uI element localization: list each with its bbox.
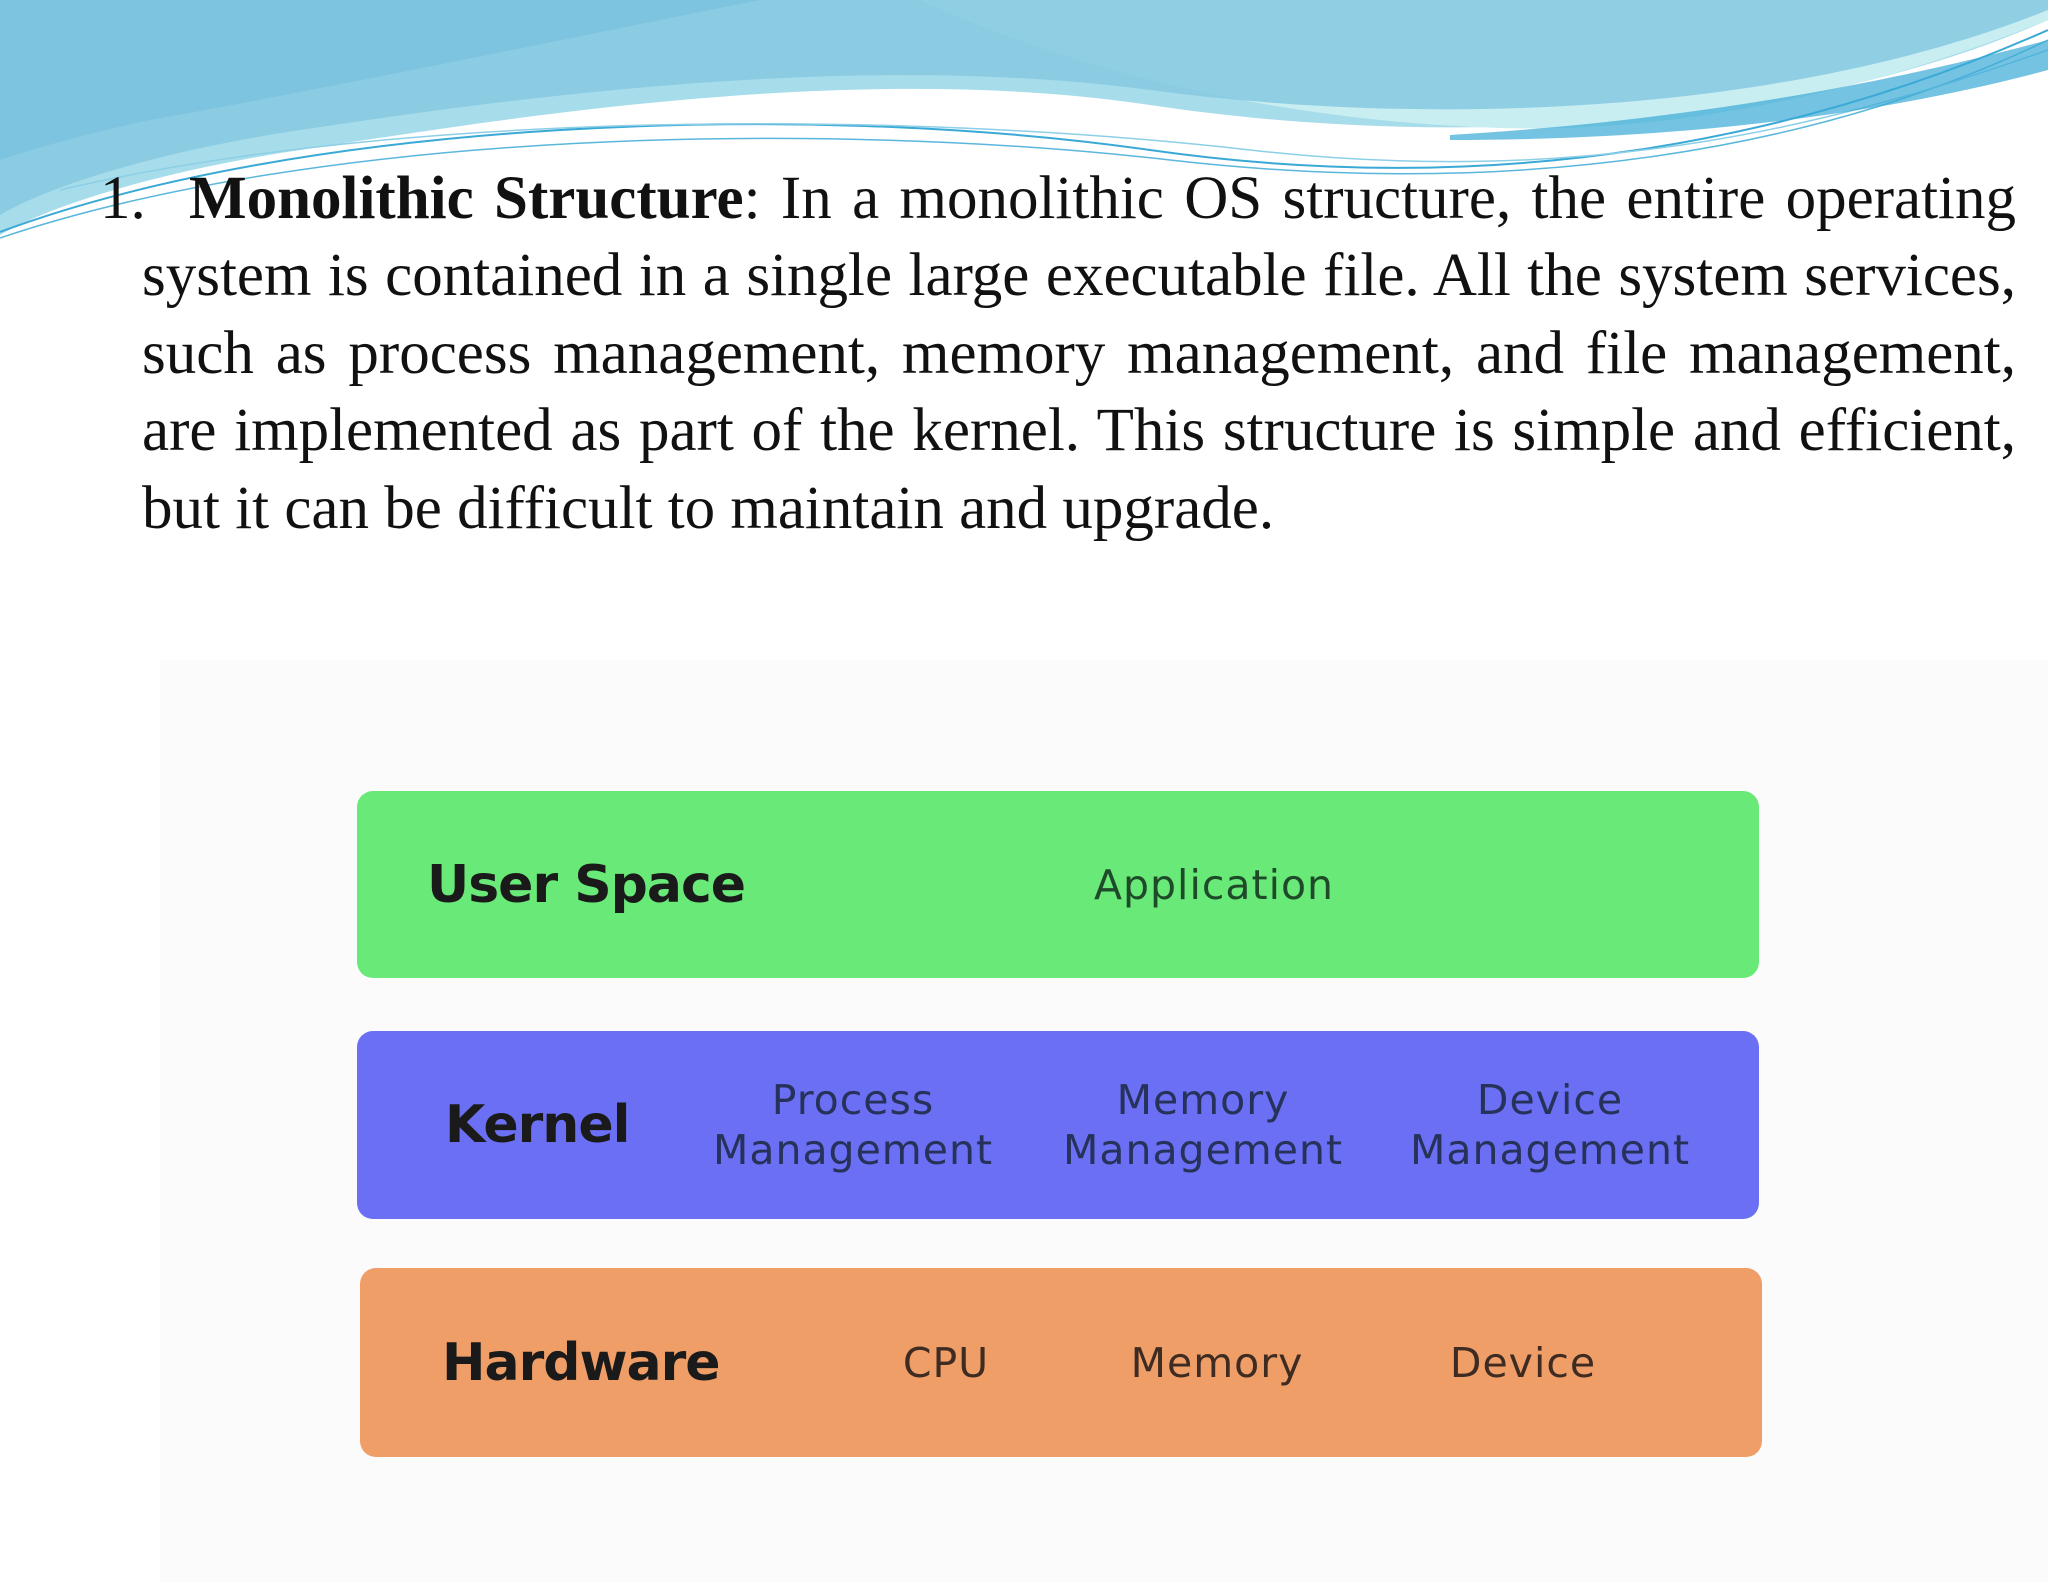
monolithic-paragraph — [100, 160, 2016, 547]
component-memory: Memory — [1130, 1338, 1304, 1387]
layer-kernel — [357, 1031, 1759, 1219]
list-number: 1. — [100, 165, 146, 232]
component-process-management: Process Management — [712, 1076, 994, 1174]
component-application: Application — [1093, 860, 1335, 909]
paragraph-text: : In a monolithic OS structure, the entire operating system is contained in a single large executable file. All the system services, such as process management, memory management, and file management, are implemented as part of the kernel. This structure is simple and efficient, but it can be difficult to maintain and upgrade. — [142, 165, 2016, 542]
layer-hardware — [360, 1268, 1762, 1457]
paragraph-body — [142, 160, 2016, 547]
component-cpu: CPU — [902, 1338, 990, 1387]
layer-name: Hardware — [442, 1332, 720, 1393]
component-memory-management: Memory Management — [1062, 1076, 1344, 1174]
component-device: Device — [1449, 1338, 1597, 1387]
component-device-management: Device Management — [1409, 1076, 1691, 1174]
layer-user-space — [357, 791, 1759, 978]
paragraph-lead: Monolithic Structure — [189, 165, 744, 232]
layer-name: User Space — [427, 854, 746, 915]
layer-name: Kernel — [445, 1095, 630, 1155]
